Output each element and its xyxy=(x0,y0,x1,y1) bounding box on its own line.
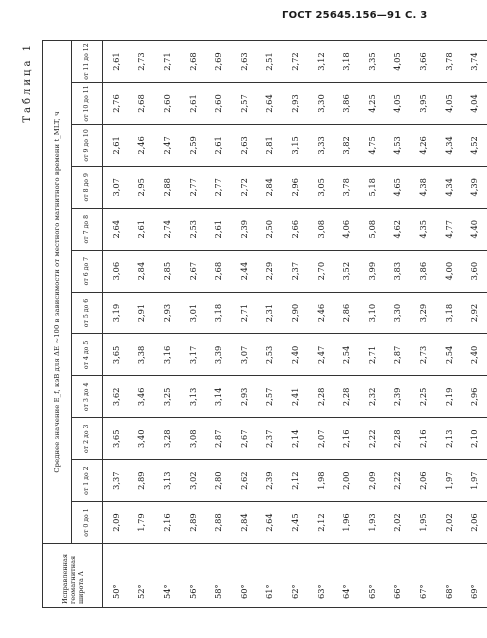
value-cell: 3,08 xyxy=(180,418,206,460)
value-cell: 3,17 xyxy=(180,334,206,376)
value-cell: 2,02 xyxy=(436,502,462,544)
value-cell: 2,29 xyxy=(257,250,283,292)
value-cell: 4,38 xyxy=(410,166,436,208)
value-cell: 1,93 xyxy=(359,502,385,544)
value-cell: 3,40 xyxy=(129,418,155,460)
value-cell: 3,95 xyxy=(410,83,436,125)
table-body xyxy=(103,41,487,608)
value-cell: 3,52 xyxy=(333,250,359,292)
value-cell: 2,71 xyxy=(359,334,385,376)
value-cell: 4,52 xyxy=(461,124,487,166)
value-cell: 2,61 xyxy=(129,208,155,250)
value-cell: 2,54 xyxy=(333,334,359,376)
value-cell: 4,00 xyxy=(436,250,462,292)
value-cell: 3,99 xyxy=(359,250,385,292)
table-row xyxy=(359,41,385,608)
value-cell: 3,65 xyxy=(103,334,129,376)
value-cell: 2,60 xyxy=(154,83,180,125)
latitude-cell: 60° xyxy=(231,544,257,608)
latitude-cell: 62° xyxy=(282,544,308,608)
value-cell: 2,61 xyxy=(205,208,231,250)
column-header: от 5 до 6 xyxy=(72,292,103,334)
rotated-page xyxy=(20,40,480,608)
value-cell: 3,33 xyxy=(308,124,334,166)
value-cell: 2,71 xyxy=(231,292,257,334)
value-cell: 2,41 xyxy=(282,376,308,418)
value-cell: 3,35 xyxy=(359,41,385,83)
value-cell: 2,16 xyxy=(410,418,436,460)
value-cell: 2,10 xyxy=(461,418,487,460)
value-cell: 3,78 xyxy=(436,41,462,83)
value-cell: 4,75 xyxy=(359,124,385,166)
value-cell: 3,25 xyxy=(154,376,180,418)
value-cell: 4,35 xyxy=(410,208,436,250)
value-cell: 3,18 xyxy=(333,41,359,83)
value-cell: 3,65 xyxy=(103,418,129,460)
value-cell: 2,73 xyxy=(410,334,436,376)
value-cell: 2,02 xyxy=(385,502,411,544)
value-cell: 2,50 xyxy=(257,208,283,250)
value-cell: 2,22 xyxy=(359,418,385,460)
value-cell: 2,40 xyxy=(282,334,308,376)
value-cell: 2,93 xyxy=(154,292,180,334)
latitude-cell: 65° xyxy=(359,544,385,608)
table-row xyxy=(154,41,180,608)
value-cell: 2,76 xyxy=(103,83,129,125)
value-cell: 2,31 xyxy=(257,292,283,334)
value-cell: 2,28 xyxy=(308,376,334,418)
value-cell: 4,34 xyxy=(436,124,462,166)
data-table xyxy=(42,40,487,608)
latitude-cell: 69° xyxy=(461,544,487,608)
value-cell: 2,77 xyxy=(180,166,206,208)
value-cell: 3,18 xyxy=(205,292,231,334)
value-cell: 2,62 xyxy=(231,460,257,502)
value-cell: 4,40 xyxy=(461,208,487,250)
value-cell: 2,93 xyxy=(231,376,257,418)
column-header: от 8 до 9 xyxy=(72,166,103,208)
value-cell: 2,07 xyxy=(308,418,334,460)
value-cell: 2,28 xyxy=(385,418,411,460)
value-cell: 3,05 xyxy=(308,166,334,208)
value-cell: 2,51 xyxy=(257,41,283,83)
caption-row xyxy=(43,41,72,608)
value-cell: 2,39 xyxy=(257,460,283,502)
value-cell: 2,39 xyxy=(231,208,257,250)
value-cell: 2,72 xyxy=(282,41,308,83)
value-cell: 4,26 xyxy=(410,124,436,166)
page-header: ГОСТ 25645.156—91 С. 3 xyxy=(282,10,428,21)
value-cell: 3,10 xyxy=(359,292,385,334)
value-cell: 3,01 xyxy=(180,292,206,334)
column-header: от 4 до 5 xyxy=(72,334,103,376)
value-cell: 5,08 xyxy=(359,208,385,250)
table-row xyxy=(282,41,308,608)
column-header: от 0 до 1 xyxy=(72,502,103,544)
value-cell: 2,91 xyxy=(129,292,155,334)
latitude-cell: 67° xyxy=(410,544,436,608)
value-cell: 3,16 xyxy=(154,334,180,376)
value-cell: 2,59 xyxy=(180,124,206,166)
value-cell: 2,68 xyxy=(180,41,206,83)
value-cell: 2,92 xyxy=(461,292,487,334)
value-cell: 2,40 xyxy=(461,334,487,376)
value-cell: 2,68 xyxy=(205,250,231,292)
table-row xyxy=(461,41,487,608)
value-cell: 2,64 xyxy=(103,208,129,250)
value-cell: 3,07 xyxy=(231,334,257,376)
value-cell: 2,09 xyxy=(359,460,385,502)
value-cell: 2,73 xyxy=(129,41,155,83)
value-cell: 2,87 xyxy=(205,418,231,460)
value-cell: 3,86 xyxy=(410,250,436,292)
value-cell: 3,30 xyxy=(385,292,411,334)
value-cell: 2,74 xyxy=(154,208,180,250)
table-row xyxy=(257,41,283,608)
value-cell: 3,18 xyxy=(436,292,462,334)
column-header: от 6 до 7 xyxy=(72,250,103,292)
value-cell: 4,05 xyxy=(436,83,462,125)
latitude-header: Исправленная геомагнитная широта Λ xyxy=(43,544,103,608)
value-cell: 1,96 xyxy=(333,502,359,544)
value-cell: 2,57 xyxy=(231,83,257,125)
value-cell: 3,12 xyxy=(308,41,334,83)
value-cell: 4,04 xyxy=(461,83,487,125)
value-cell: 3,08 xyxy=(308,208,334,250)
value-cell: 2,28 xyxy=(333,376,359,418)
value-cell: 2,68 xyxy=(129,83,155,125)
value-cell: 2,12 xyxy=(308,502,334,544)
value-cell: 3,19 xyxy=(103,292,129,334)
value-cell: 4,06 xyxy=(333,208,359,250)
value-cell: 2,95 xyxy=(129,166,155,208)
value-cell: 2,63 xyxy=(231,124,257,166)
latitude-cell: 54° xyxy=(154,544,180,608)
latitude-cell: 64° xyxy=(333,544,359,608)
table-row xyxy=(385,41,411,608)
value-cell: 3,07 xyxy=(103,166,129,208)
value-cell: 4,39 xyxy=(461,166,487,208)
value-cell: 3,15 xyxy=(282,124,308,166)
value-cell: 4,77 xyxy=(436,208,462,250)
value-cell: 2,47 xyxy=(308,334,334,376)
value-cell: 2,85 xyxy=(154,250,180,292)
value-cell: 3,60 xyxy=(461,250,487,292)
value-cell: 2,53 xyxy=(257,334,283,376)
value-cell: 4,05 xyxy=(385,41,411,83)
value-cell: 2,61 xyxy=(103,41,129,83)
table-row xyxy=(410,41,436,608)
value-cell: 2,87 xyxy=(385,334,411,376)
value-cell: 3,28 xyxy=(154,418,180,460)
table-row xyxy=(308,41,334,608)
value-cell: 2,96 xyxy=(461,376,487,418)
value-cell: 2,64 xyxy=(257,502,283,544)
column-header-row xyxy=(72,41,103,608)
value-cell: 2,46 xyxy=(129,124,155,166)
value-cell: 4,62 xyxy=(385,208,411,250)
latitude-cell: 63° xyxy=(308,544,334,608)
value-cell: 2,93 xyxy=(282,83,308,125)
value-cell: 2,16 xyxy=(333,418,359,460)
value-cell: 2,47 xyxy=(154,124,180,166)
table-caption: Среднее значение E_f, кэВ для ΔЕ ~100 в зависимости от местного магнитного времени t_MLT, ч xyxy=(43,41,72,544)
value-cell: 2,66 xyxy=(282,208,308,250)
table-row xyxy=(333,41,359,608)
value-cell: 2,71 xyxy=(154,41,180,83)
value-cell: 2,37 xyxy=(257,418,283,460)
value-cell: 2,57 xyxy=(257,376,283,418)
value-cell: 2,67 xyxy=(231,418,257,460)
column-header: от 7 до 8 xyxy=(72,208,103,250)
value-cell: 2,69 xyxy=(205,41,231,83)
value-cell: 2,16 xyxy=(154,502,180,544)
value-cell: 4,05 xyxy=(385,83,411,125)
value-cell: 3,13 xyxy=(154,460,180,502)
value-cell: 2,64 xyxy=(257,83,283,125)
value-cell: 2,12 xyxy=(282,460,308,502)
value-cell: 2,60 xyxy=(205,83,231,125)
value-cell: 2,61 xyxy=(205,124,231,166)
value-cell: 3,14 xyxy=(205,376,231,418)
value-cell: 3,38 xyxy=(129,334,155,376)
value-cell: 2,88 xyxy=(205,502,231,544)
value-cell: 2,86 xyxy=(333,292,359,334)
value-cell: 2,39 xyxy=(385,376,411,418)
column-header: от 11 до 12 xyxy=(72,41,103,83)
value-cell: 3,82 xyxy=(333,124,359,166)
value-cell: 2,06 xyxy=(410,460,436,502)
value-cell: 3,66 xyxy=(410,41,436,83)
value-cell: 3,78 xyxy=(333,166,359,208)
value-cell: 3,29 xyxy=(410,292,436,334)
value-cell: 2,32 xyxy=(359,376,385,418)
value-cell: 3,39 xyxy=(205,334,231,376)
column-header: от 2 до 3 xyxy=(72,418,103,460)
table-row xyxy=(205,41,231,608)
table-row xyxy=(436,41,462,608)
column-header: от 3 до 4 xyxy=(72,376,103,418)
value-cell: 3,37 xyxy=(103,460,129,502)
value-cell: 2,45 xyxy=(282,502,308,544)
value-cell: 2,61 xyxy=(180,83,206,125)
value-cell: 2,00 xyxy=(333,460,359,502)
value-cell: 2,67 xyxy=(180,250,206,292)
value-cell: 2,54 xyxy=(436,334,462,376)
value-cell: 1,97 xyxy=(436,460,462,502)
value-cell: 1,95 xyxy=(410,502,436,544)
table-row xyxy=(231,41,257,608)
latitude-cell: 61° xyxy=(257,544,283,608)
value-cell: 5,18 xyxy=(359,166,385,208)
value-cell: 4,25 xyxy=(359,83,385,125)
value-cell: 2,14 xyxy=(282,418,308,460)
value-cell: 3,46 xyxy=(129,376,155,418)
value-cell: 2,37 xyxy=(282,250,308,292)
table-row xyxy=(129,41,155,608)
value-cell: 3,02 xyxy=(180,460,206,502)
value-cell: 2,19 xyxy=(436,376,462,418)
value-cell: 2,53 xyxy=(180,208,206,250)
value-cell: 2,22 xyxy=(385,460,411,502)
value-cell: 4,65 xyxy=(385,166,411,208)
value-cell: 3,86 xyxy=(333,83,359,125)
value-cell: 2,88 xyxy=(154,166,180,208)
value-cell: 2,70 xyxy=(308,250,334,292)
value-cell: 2,89 xyxy=(180,502,206,544)
value-cell: 3,06 xyxy=(103,250,129,292)
value-cell: 2,80 xyxy=(205,460,231,502)
value-cell: 2,81 xyxy=(257,124,283,166)
value-cell: 1,98 xyxy=(308,460,334,502)
value-cell: 2,84 xyxy=(231,502,257,544)
latitude-cell: 58° xyxy=(205,544,231,608)
value-cell: 1,79 xyxy=(129,502,155,544)
value-cell: 2,06 xyxy=(461,502,487,544)
table-row xyxy=(103,41,129,608)
latitude-cell: 68° xyxy=(436,544,462,608)
value-cell: 2,25 xyxy=(410,376,436,418)
latitude-cell: 66° xyxy=(385,544,411,608)
table-label: Таблица 1 xyxy=(22,42,33,123)
value-cell: 2,44 xyxy=(231,250,257,292)
value-cell: 2,09 xyxy=(103,502,129,544)
table-row xyxy=(180,41,206,608)
value-cell: 2,84 xyxy=(129,250,155,292)
value-cell: 3,74 xyxy=(461,41,487,83)
value-cell: 3,13 xyxy=(180,376,206,418)
value-cell: 2,46 xyxy=(308,292,334,334)
value-cell: 2,13 xyxy=(436,418,462,460)
value-cell: 2,84 xyxy=(257,166,283,208)
latitude-cell: 50° xyxy=(103,544,129,608)
value-cell: 2,61 xyxy=(103,124,129,166)
value-cell: 2,90 xyxy=(282,292,308,334)
value-cell: 4,34 xyxy=(436,166,462,208)
value-cell: 3,62 xyxy=(103,376,129,418)
latitude-cell: 56° xyxy=(180,544,206,608)
value-cell: 2,96 xyxy=(282,166,308,208)
column-header: от 9 до 10 xyxy=(72,124,103,166)
value-cell: 2,72 xyxy=(231,166,257,208)
column-header: от 1 до 2 xyxy=(72,460,103,502)
value-cell: 2,63 xyxy=(231,41,257,83)
value-cell: 2,77 xyxy=(205,166,231,208)
value-cell: 4,53 xyxy=(385,124,411,166)
column-header: от 10 до 11 xyxy=(72,83,103,125)
value-cell: 3,83 xyxy=(385,250,411,292)
latitude-cell: 52° xyxy=(129,544,155,608)
value-cell: 1,97 xyxy=(461,460,487,502)
value-cell: 2,89 xyxy=(129,460,155,502)
value-cell: 3,30 xyxy=(308,83,334,125)
